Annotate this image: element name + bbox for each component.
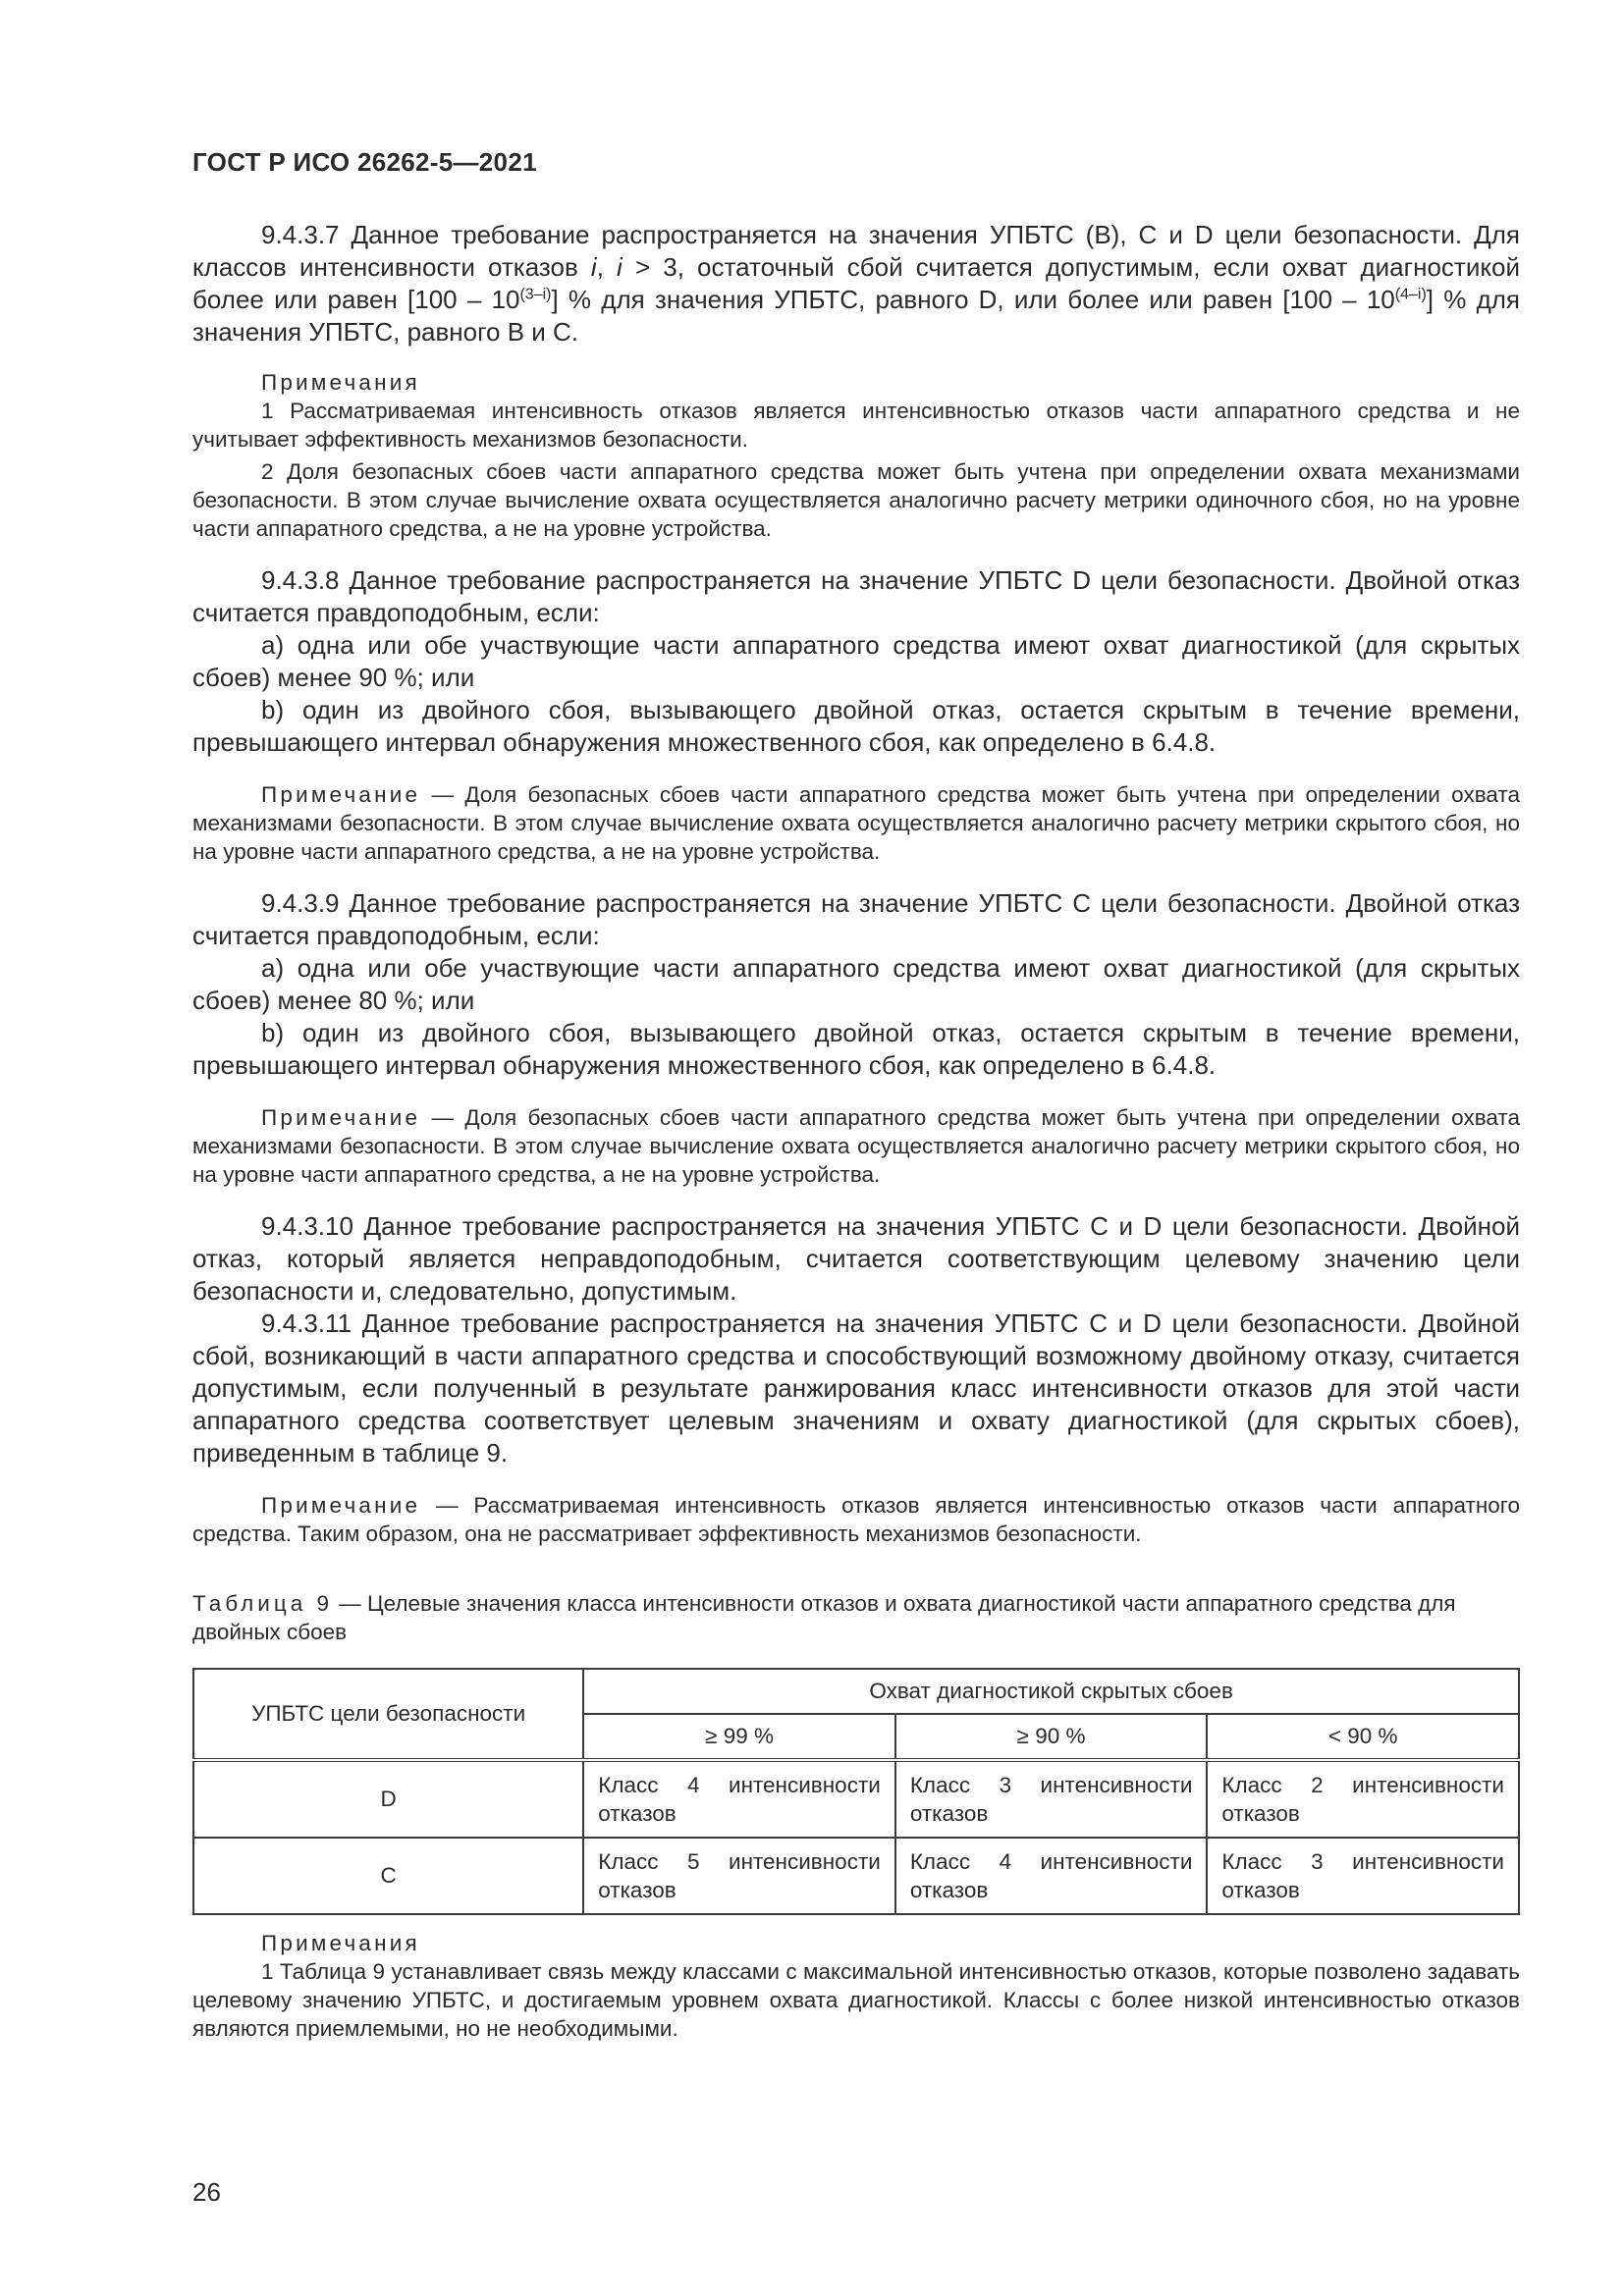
note-9-4-3-7-2: 2 Доля безопасных сбоев части аппаратного средства может быть учтена при определении охвата механизмами безопасности. В этом случае вычисление охвата осуществляется аналогично расчету метрики одиночного сбоя, но на уровне части аппаратного средства, а не на уровне устройства. [192,459,1520,541]
table-cell-level: С [193,1838,583,1914]
document-page [192,147,1520,2043]
document-header: ГОСТ Р ИСО 26262-5—2021 [192,147,537,177]
paragraph-9-4-3-9: 9.4.3.9 Данное требование распространяется на значение УПБТС С цели безопасности. Двойной отказ считается правдоподобным, если: [192,888,1520,950]
table-cell: Класс 5 интенсивности отказов [583,1838,895,1914]
paragraph-9-4-3-8-a: а) одна или обе участвующие части аппаратного средства имеют охват диагностикой (для скрытых сбоев) менее 90 %; или [192,630,1520,692]
note-9-4-3-8: Примечание — Доля безопасных сбоев части аппаратного средства может быть учтена при определении охвата механизмами безопасности. В этом случае вычисление охвата осуществляется аналогично расчету метрики скрытого сбоя, но на уровне части аппаратного средства, а не на уровне устройства. [192,782,1520,864]
paragraph-9-4-3-7: 9.4.3.7 Данное требование распространяется на значения УПБТС (В), С и D цели безопасности. Для классов интенсивности отказов i, i > 3, остаточный сбой считается допустимым, если охват диагностикой более или равен [100 – 10$^{(3-i)}$] % для значения УПБТС, равного D, или более или равен [100 – 10$^{(4-i)}$] % для значения УПБТС, равного В и С. [192,220,1520,347]
table-cell: Класс 4 интенсивности отказов [583,1760,895,1838]
table-subheader-99: ≥ 99 % [583,1714,895,1760]
table-note-1: 1 Таблица 9 устанавливает связь между классами с максимальной интенсивностью отказов, которые позволено задавать целевому значению УПБТС, и достигаемым уровнем охвата диагностикой. Классы с более низкой интенсивностью отказов являются приемлемыми, но не необходимыми. [192,1959,1520,2041]
table-cell: Класс 4 интенсивности отказов [895,1838,1208,1914]
paragraph-9-4-3-8: 9.4.3.8 Данное требование распространяется на значение УПБТС D цели безопасности. Двойной отказ считается правдоподобным, если: [192,565,1520,627]
notes-heading: Примечания [261,370,420,395]
paragraph-9-4-3-9-b: b) один из двойного сбоя, вызывающего двойной отказ, остается скрытым в течение времени, превышающего интервал обнаружения множественного сбоя, как определено в 6.4.8. [192,1018,1520,1080]
table-notes-heading: Примечания [261,1931,420,1955]
table-header-coverage: Охват диагностикой скрытых сбоев [583,1669,1519,1714]
paragraph-9-4-3-11: 9.4.3.11 Данное требование распространяется на значения УПБТС С и D цели безопасности. Двойной сбой, возникающий в части аппаратного средства и способствующий возможному двойному отказу, считается допустимым, если полученный в результате ранжирования класс интенсивности отказов для этой части аппаратного средства соответствует целевым значениям и охвату диагностикой (для скрытых сбоев), приведенным в таблице 9. [192,1308,1520,1468]
note-9-4-3-11: Примечание — Рассматриваемая интенсивность отказов является интенсивностью отказов части аппаратного средства. Таким образом, она не рассматривает эффективность механизмов безопасности. [192,1493,1520,1546]
paragraph-9-4-3-10: 9.4.3.10 Данное требование распространяется на значения УПБТС С и D цели безопасности. Двойной отказ, который является неправдоподобным, считается соответствующим целевому значению цели безопасности и, следовательно, допустимым. [192,1211,1520,1306]
paragraph-9-4-3-8-b: b) один из двойного сбоя, вызывающего двойной отказ, остается скрытым в течение времени, превышающего интервал обнаружения множественного сбоя, как определено в 6.4.8. [192,695,1520,757]
paragraph-9-4-3-9-a: а) одна или обе участвующие части аппаратного средства имеют охват диагностикой (для скрытых сбоев) менее 80 %; или [192,953,1520,1015]
note-9-4-3-7-1: 1 Рассматриваемая интенсивность отказов является интенсивностью отказов части аппаратного средства и не учитывает эффективность механизмов безопасности. [192,399,1520,452]
table-row [193,1838,1519,1914]
table-cell-level: D [193,1760,583,1838]
note-9-4-3-9: Примечание — Доля безопасных сбоев части аппаратного средства может быть учтена при определении охвата механизмами безопасности. В этом случае вычисление охвата осуществляется аналогично расчету метрики скрытого сбоя, но на уровне части аппаратного средства, а не на уровне устройства. [192,1105,1520,1187]
page-number: 26 [192,2177,221,2207]
table-cell: Класс 3 интенсивности отказов [895,1760,1208,1838]
table-subheader-90: ≥ 90 % [895,1714,1208,1760]
table-cell: Класс 2 интенсивности отказов [1207,1760,1519,1838]
table-caption: Таблица 9 — Целевые значения класса интенсивности отказов и охвата диагностикой части аппаратного средства для двойных сбоев [192,1591,1456,1644]
table-cell: Класс 3 интенсивности отказов [1207,1838,1519,1914]
table-header-asil: УПБТС цели безопасности [193,1669,583,1760]
table-subheader-less-90: < 90 % [1207,1714,1519,1760]
table-9 [192,1668,1520,1915]
table-row [193,1760,1519,1838]
